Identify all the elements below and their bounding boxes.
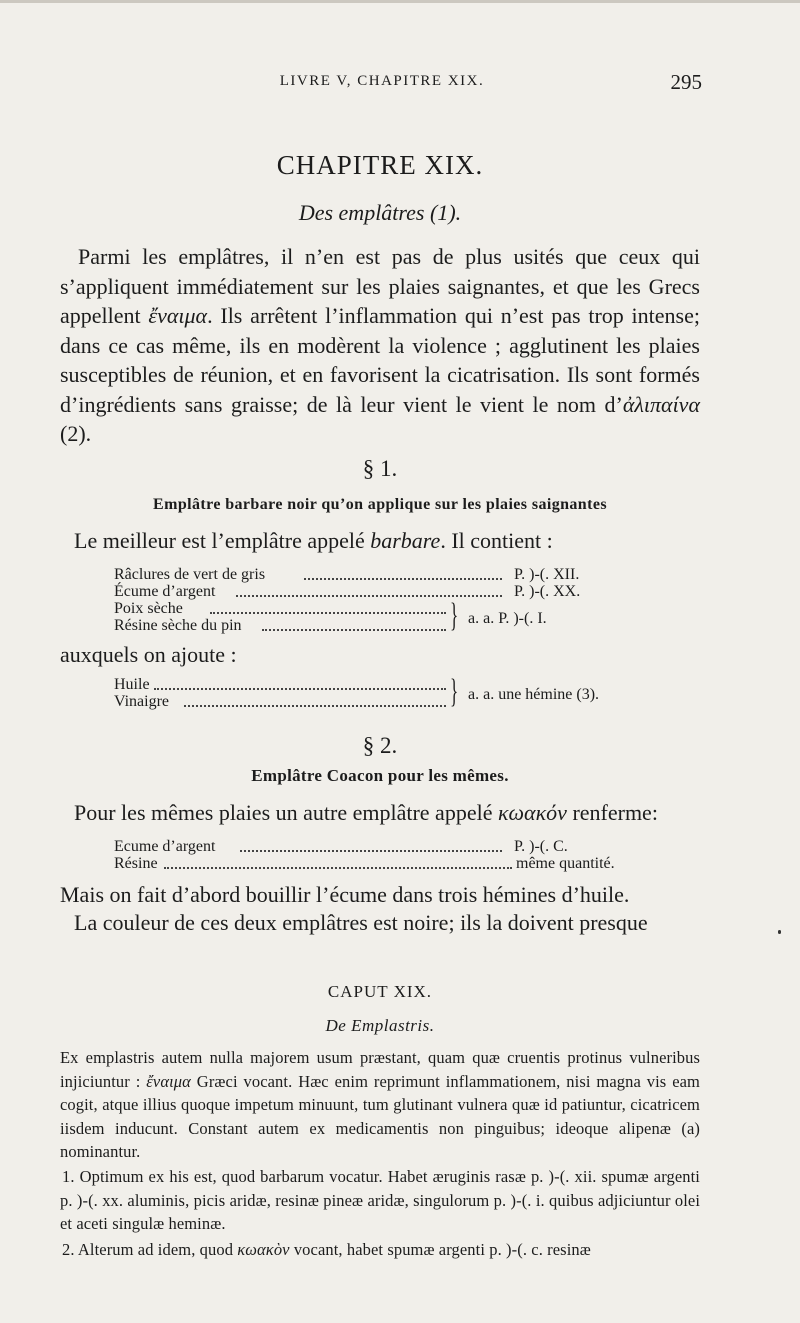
latin-chapter-title: CAPUT XIX. bbox=[327, 982, 433, 1001]
greek-term-koakon: κωακόν bbox=[497, 800, 567, 825]
fr-text-2: . Ils arrêtent l’inflammation qui n’est pas trop intense; dans ce cas même, ils en modèrent la violence ; agglutinent les plaies susceptibles de réunion, et en favorisent la cicatrisation. Ils sont formés d’ingrédients sans graisse; de là leur vient le vient le nom d’ bbox=[60, 303, 700, 417]
fr-text-1: Parmi les emplâtres, il n’en est pas de plus usités que ceux qui s’appliquent immédiatement sur les plaies saignantes, et que les Grecs appellent bbox=[60, 244, 700, 328]
group-quantity: a. a. P. )-(. I. bbox=[468, 610, 547, 627]
ingredient-name: Ecume d’argent bbox=[114, 838, 216, 855]
greek-term-alipaina: ἀλιπαίνα bbox=[622, 391, 700, 417]
latin-text: Græci vocant. Hæc enim reprimunt inflammationem, nisi magna vis eam cogit, atque illius quoque impetum minuunt, tum glutinant vulnera quæ id patiuntur, cicatricem iisdem inducunt. Constant autem ex medicamentis non pinguibus; ideoque alipenæ (a) nominantur. bbox=[60, 1071, 700, 1161]
s1-intro-text: Le meilleur est l’emplâtre appelé bbox=[74, 528, 371, 553]
section-1-ingredients bbox=[114, 566, 644, 634]
section-title: Des emplâtres (1). bbox=[298, 200, 462, 225]
page-edge bbox=[0, 0, 800, 3]
french-intro-paragraph bbox=[60, 242, 700, 449]
boiling-instruction: Mais on fait d’abord bouillir l’écume dans trois hémines d’huile. bbox=[60, 882, 630, 907]
leader-dots bbox=[210, 600, 446, 614]
group-quantity: a. a. une hémine (3). bbox=[468, 686, 600, 703]
section-2-ingredients bbox=[114, 838, 644, 872]
ingredient-name: Résine sèche du pin bbox=[114, 617, 242, 634]
ingredient-row bbox=[114, 617, 644, 634]
section-1-additions bbox=[114, 673, 644, 710]
chapter-title: CHAPITRE XIX. bbox=[276, 150, 484, 180]
ingredient-row bbox=[114, 583, 644, 600]
s1-intro-end: . Il contient : bbox=[440, 528, 553, 553]
latin-text: vocant, habet spumæ argenti p. )-(. c. resinæ bbox=[289, 1240, 591, 1259]
section-1-intro bbox=[60, 528, 700, 554]
brace-symbol: } bbox=[450, 673, 459, 710]
running-head bbox=[62, 70, 702, 96]
ingredient-quantity: même quantité. bbox=[516, 855, 615, 872]
latin-paragraph-2 bbox=[60, 1238, 700, 1262]
ingredient-quantity: P. )-(. XX. bbox=[514, 583, 581, 600]
fr-text-3: (2). bbox=[60, 421, 92, 446]
ingredient-name: Râclures de vert de gris bbox=[114, 566, 266, 583]
section-2-heading: Emplâtre Coacon pour les mêmes. bbox=[251, 766, 509, 785]
ingredient-quantity: P. )-(. XII. bbox=[514, 566, 580, 583]
leader-dots bbox=[236, 583, 502, 597]
leader-dots bbox=[304, 566, 502, 580]
section-2-number: § 2. bbox=[362, 733, 398, 758]
leader-dots bbox=[262, 617, 446, 631]
section-1-heading: Emplâtre barbare noir qu’on applique sur les plaies saignantes bbox=[153, 496, 607, 513]
greek-term-enaima: ἔναιμα bbox=[148, 303, 208, 328]
s1-intro-emphasis: barbare bbox=[370, 528, 441, 553]
greek-term-enaima-latin: ἔναιμα bbox=[146, 1071, 191, 1091]
ingredient-row bbox=[114, 855, 644, 872]
brace-symbol: } bbox=[450, 597, 459, 634]
ingredient-name: Huile bbox=[114, 676, 150, 693]
ingredient-name: Résine bbox=[114, 855, 158, 872]
section-2-intro bbox=[60, 800, 700, 826]
ingredient-row bbox=[114, 838, 644, 855]
page-number: 295 bbox=[670, 70, 702, 94]
ingredient-name: Vinaigre bbox=[114, 693, 170, 710]
latin-intro-paragraph bbox=[60, 1046, 700, 1164]
ingredient-row bbox=[114, 566, 644, 583]
ingredient-row bbox=[114, 600, 644, 617]
latin-text: Ex emplastris autem nulla majorem usum præstant, quam quæ cruentis protinus vulneribus injiciuntur : bbox=[60, 1048, 700, 1091]
s2-intro-text: Pour les mêmes plaies un autre emplâtre appelé bbox=[74, 800, 498, 825]
greek-term-koakon-latin: κωακὸν bbox=[237, 1240, 290, 1259]
leader-dots bbox=[184, 693, 446, 707]
color-note: La couleur de ces deux emplâtres est noire; ils la doivent presque bbox=[74, 910, 648, 935]
latin-paragraph-1: 1. Optimum ex his est, quod barbarum vocatur. Habet æruginis rasæ p. )-(. xii. spumæ argenti p. )-(. xx. aluminis, picis aridæ, resinæ pineæ aridæ, singulorum p. )-(. i. quibus adjiciuntur olei et aceti singulæ heminæ. bbox=[60, 1167, 700, 1233]
s2-intro-end: renferme: bbox=[566, 800, 658, 825]
ingredient-name: Poix sèche bbox=[114, 600, 183, 617]
section-1-number: § 1. bbox=[362, 456, 398, 481]
ingredient-name: Écume d’argent bbox=[114, 583, 216, 600]
leader-dots bbox=[164, 855, 512, 869]
additions-intro: auxquels on ajoute : bbox=[60, 642, 237, 667]
ink-speck bbox=[778, 930, 781, 934]
leader-dots bbox=[154, 676, 446, 690]
running-head-title: LIVRE V, CHAPITRE XIX. bbox=[279, 73, 485, 89]
latin-section-title: De Emplastris. bbox=[325, 1016, 435, 1035]
ingredient-quantity: P. )-(. C. bbox=[514, 838, 568, 855]
latin-text: 2. Alterum ad idem, quod bbox=[62, 1240, 238, 1259]
leader-dots bbox=[240, 838, 502, 852]
